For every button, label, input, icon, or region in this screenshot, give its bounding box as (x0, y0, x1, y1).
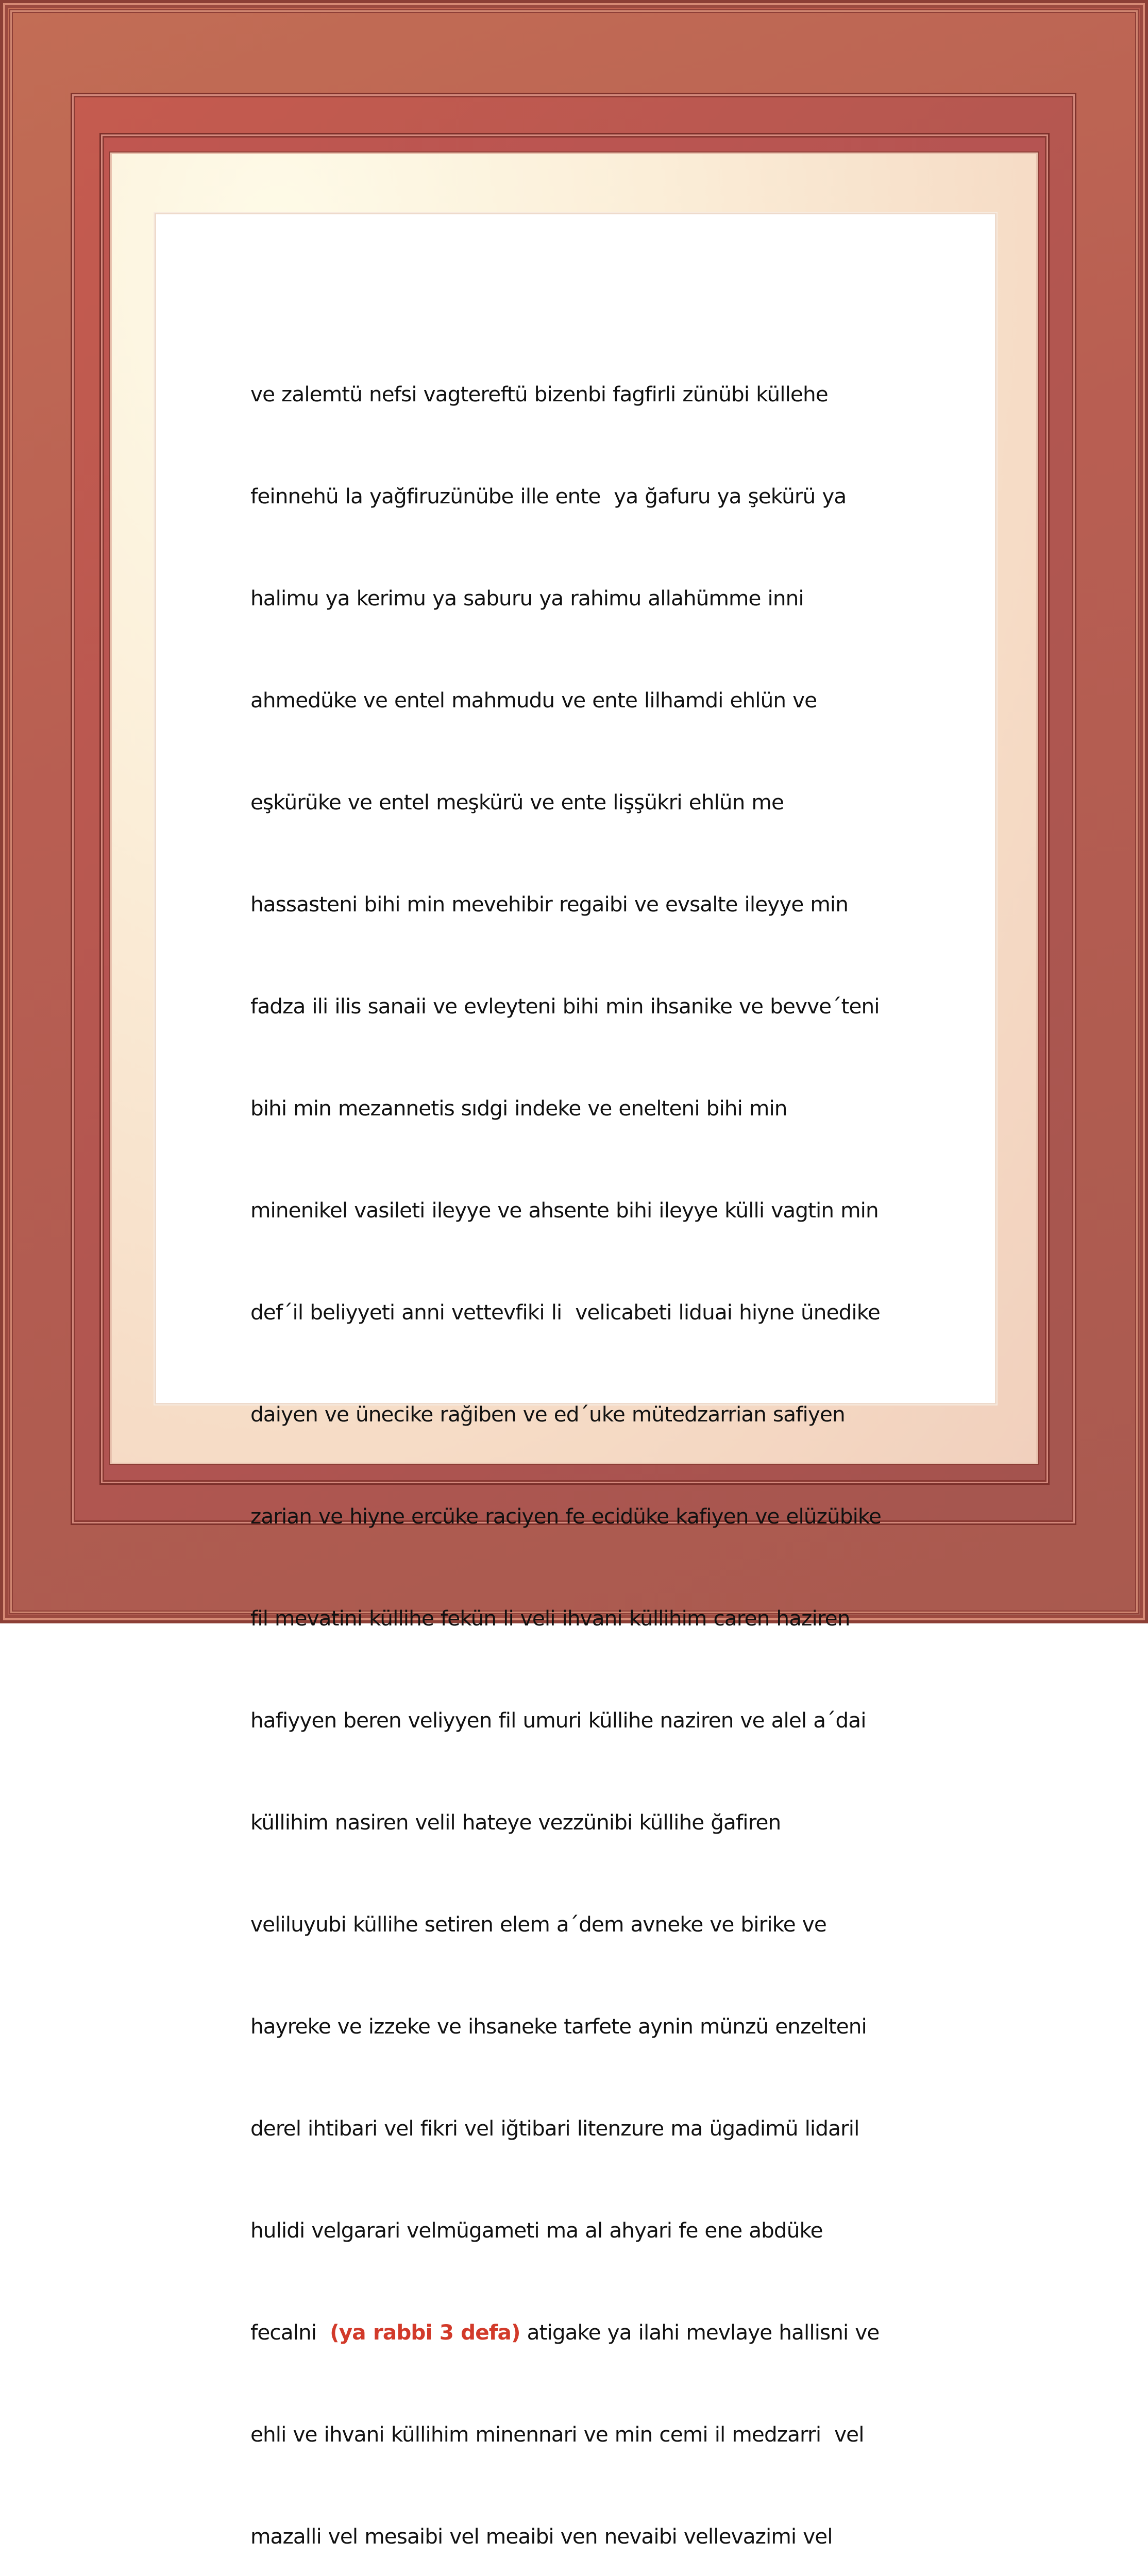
text-segment: fecalni (250, 2320, 330, 2345)
text-line: küllihim nasiren velil hateye vezzünibi küllihe ğafiren (250, 1810, 781, 1835)
text-line: halimu ya kerimu ya saburu ya rahimu allahümme inni (250, 586, 804, 611)
text-line: feinnehü la yağfiruzünübe ille ente ya ğafuru ya şekürü ya (250, 484, 847, 509)
text-line-with-highlight (250, 2315, 936, 2349)
text-line: hulidi velgarari velmügameti ma al ahyari fe ene abdüke (250, 2218, 823, 2243)
text-line: mazalli vel mesaibi vel meaibi ven nevaibi vellevazimi vel (250, 2524, 833, 2549)
prayer-text (250, 309, 936, 2576)
text-line: hassasteni bihi min mevehibir regaibi ve evsalte ileyye min (250, 892, 849, 917)
text-line: minenikel vasileti ileyye ve ahsente bihi ileyye külli vagtin min (250, 1198, 879, 1223)
highlight-ya-rabbi: (ya rabbi 3 defa) (330, 2320, 520, 2345)
text-line: veliluyubi küllihe setiren elem a´dem avneke ve birike ve (250, 1912, 826, 1937)
text-line: def´il beliyyeti anni vettevfiki li velicabeti liduai hiyne ünedike (250, 1300, 880, 1325)
text-segment: atigake ya ilahi mevlaye hallisni ve (520, 2320, 880, 2345)
text-line: ehli ve ihvani küllihim minennari ve min cemi il medzarri vel (250, 2422, 864, 2447)
text-line: ve zalemtü nefsi vagtereftü bizenbi fagfirli zünübi küllehe (250, 382, 828, 406)
text-line: hafiyyen beren veliyyen fil umuri küllihe naziren ve alel a´dai (250, 1708, 866, 1733)
text-line: bihi min mezannetis sıdgi indeke ve enelteni bihi min (250, 1096, 787, 1121)
text-line: hayreke ve izzeke ve ihsaneke tarfete aynin münzü enzelteni (250, 2014, 867, 2039)
text-line: daiyen ve ünecike rağiben ve ed´uke mütedzarrian safiyen (250, 1402, 845, 1427)
text-line: eşkürüke ve entel meşkürü ve ente lişşükri ehlün me (250, 790, 784, 815)
text-line: fil mevatini küllihe fekün li veli ihvani küllihim caren haziren (250, 1606, 850, 1631)
text-line: fadza ili ilis sanaii ve evleyteni bihi min ihsanike ve bevve´teni (250, 994, 880, 1019)
text-line: derel ihtibari vel fikri vel iğtibari litenzure ma ügadimü lidaril (250, 2116, 859, 2141)
text-line: ahmedüke ve entel mahmudu ve ente lilhamdi ehlün ve (250, 688, 817, 713)
text-line: zarian ve hiyne ercüke raciyen fe ecidüke kafiyen ve elüzübike (250, 1504, 882, 1529)
